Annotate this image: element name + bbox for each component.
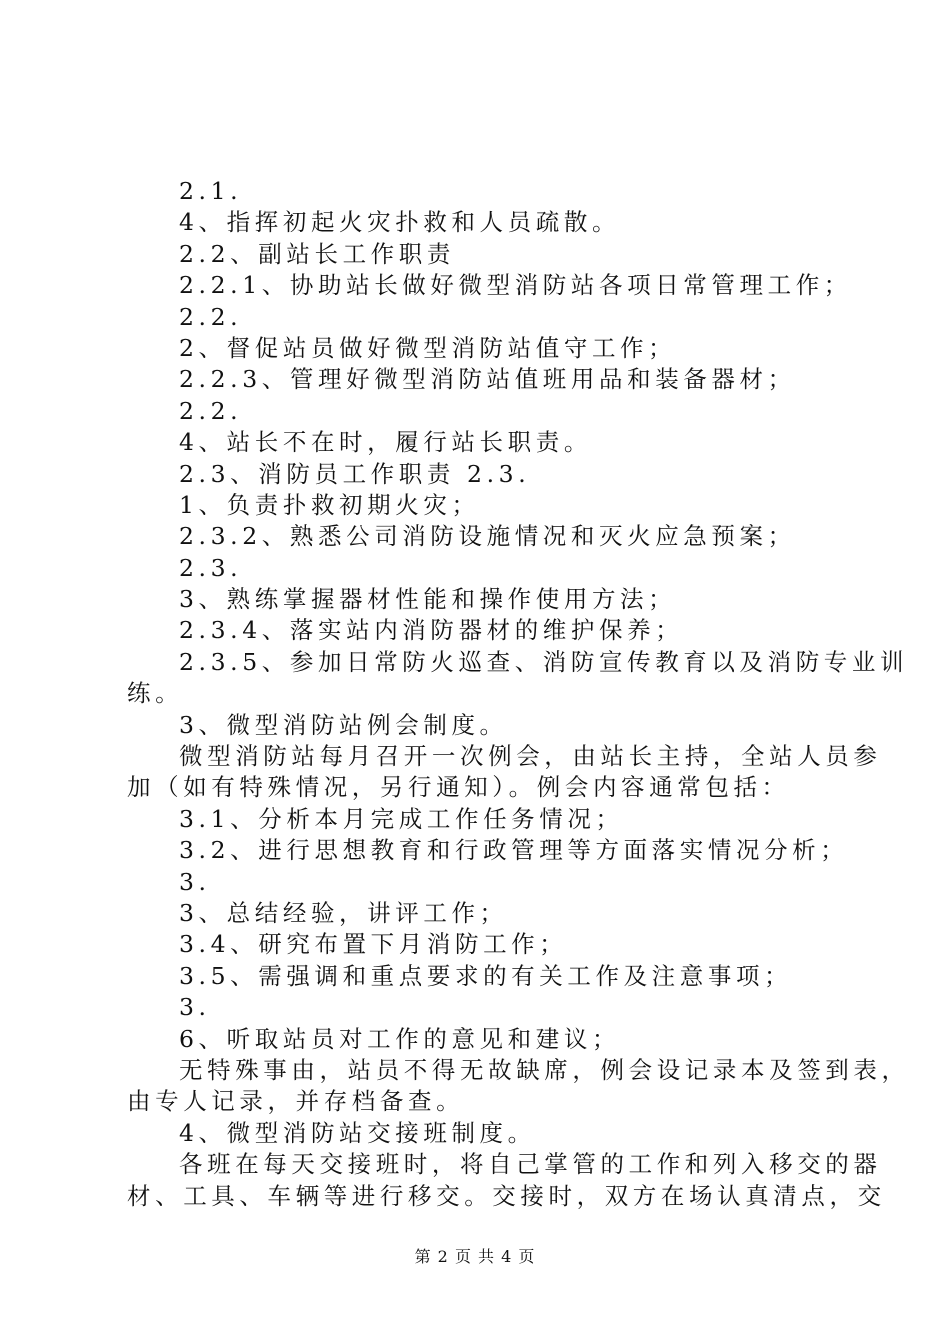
text-line: 材、工具、车辆等进行移交。交接时，双方在场认真清点，交 — [127, 1181, 886, 1210]
text-line: 3. — [179, 993, 211, 1022]
text-line: 2.3.4、落实站内消防器材的维护保养； — [179, 616, 684, 645]
text-line: 2.2.1、协助站长做好微型消防站各项日常管理工作； — [179, 271, 852, 300]
text-line: 3. — [179, 867, 211, 896]
text-line: 3、熟练掌握器材性能和操作使用方法； — [179, 585, 677, 614]
text-line: 2.3.5、参加日常防火巡查、消防宣传教育以及消防专业训 — [179, 647, 909, 676]
text-line: 无特殊事由，站员不得无故缺席，例会设记录本及签到表， — [179, 1055, 910, 1084]
text-line: 3、总结经验，讲评工作； — [179, 898, 508, 927]
text-line: 3.5、需强调和重点要求的有关工作及注意事项； — [179, 961, 793, 990]
text-line: 3.2、进行思想教育和行政管理等方面落实情况分析； — [179, 836, 849, 865]
text-line: 由专人记录，并存档备查。 — [127, 1087, 465, 1116]
text-line: 2.2、副站长工作职责 — [179, 239, 455, 268]
page-number-footer: 第 2 页 共 4 页 — [414, 1247, 536, 1266]
text-line: 3.4、研究布置下月消防工作； — [179, 930, 568, 959]
text-line: 2.3. — [179, 553, 243, 582]
text-line: 2.3.2、熟悉公司消防设施情况和灭火应急预案； — [179, 522, 796, 551]
text-line: 2.2.3、管理好微型消防站值班用品和装备器材； — [179, 365, 796, 394]
document-body — [127, 176, 910, 1212]
text-line: 2.2. — [179, 302, 243, 331]
text-line: 4、站长不在时，履行站长职责。 — [179, 428, 592, 457]
text-line: 2.1. — [179, 177, 243, 205]
text-line: 2、督促站员做好微型消防站值守工作； — [179, 333, 677, 362]
text-line: 2.2. — [179, 396, 243, 425]
text-line: 3.1、分析本月完成工作任务情况； — [179, 804, 624, 833]
text-line: 6、听取站员对工作的意见和建议； — [179, 1024, 621, 1053]
text-line: 3、微型消防站例会制度。 — [179, 710, 508, 739]
text-line: 2.3、消防员工作职责 2.3. — [179, 459, 531, 488]
text-line: 4、微型消防站交接班制度。 — [179, 1118, 536, 1147]
text-line: 1、负责扑救初期火灾； — [179, 490, 480, 519]
text-line: 微型消防站每月召开一次例会，由站长主持，全站人员参 — [179, 742, 882, 771]
text-line: 4、指挥初起火灾扑救和人员疏散。 — [179, 208, 621, 237]
text-line: 各班在每天交接班时，将自己掌管的工作和列入移交的器 — [179, 1150, 882, 1179]
text-line: 加（如有特殊情况，另行通知）。例会内容通常包括： — [127, 773, 790, 802]
text-line: 练。 — [127, 679, 184, 708]
